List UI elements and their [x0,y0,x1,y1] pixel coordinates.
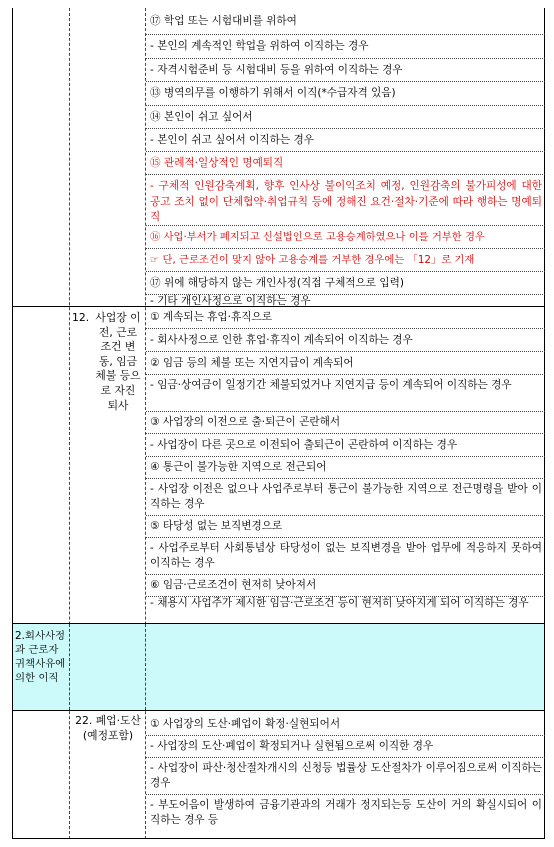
list-item: - 자격시험준비 등 시험대비 등을 위하여 이직하는 경우 [150,64,403,76]
row-divider [146,105,545,106]
row-divider [146,328,545,329]
row-divider [146,151,545,152]
section-12-title-text: 사업장 이전, 근로조건 변동, 임금체불 등으로 자진 퇴사 [95,311,141,412]
list-item-highlighted: ☞ 단, 근로조건이 맞지 않아 고용승계를 거부한 경우에는 「12」로 기재 [150,254,475,266]
row-divider [146,271,545,272]
list-item: - 기타 개인사정으로 이직하는 경우 [150,295,311,307]
section-12-row [12,307,545,623]
section-12-items-cell [146,307,545,623]
list-item: ⑰ 위에 해당하지 않는 개인사정(직접 구체적으로 입력) [150,277,404,289]
list-item: ⑰ 학업 또는 시험대비를 위하여 [150,15,297,27]
list-item: - 채용시 사업주가 제시한 임금·근로조건 등이 현저히 낮아지게 되어 이직하는 경우 [150,597,529,609]
list-item: ⑬ 병역의무를 이행하기 위해서 이직(*수급자격 있음) [150,87,396,99]
top-section-cell [146,8,545,298]
list-item: ④ 통근이 불가능한 지역으로 전근되어 [150,461,327,473]
row-divider [146,248,545,249]
section-12-title-cell [70,307,145,623]
list-item-highlighted: - 구체적 인원감축계획, 향후 인사상 불이익조치 예정, 인원감축의 불가피성에 대한 공고 조치 없이 단체협약·취업규칙 등에 정해진 요건·절차·기준에 따라 행하는 명예퇴직 [150,180,542,223]
row-divider [146,794,545,795]
section-22-items-cell [146,711,545,839]
row-divider [146,537,545,538]
section-22-row [12,711,545,839]
row-divider [146,34,545,35]
row-divider [146,735,545,736]
section-22-title-text: 22. 폐업·도산 [75,714,141,727]
row-divider [146,128,545,129]
table-bottom-border [12,838,545,839]
list-item: - 회사사정으로 인한 휴업·휴직이 계속되어 이직하는 경우 [150,334,413,346]
list-item: - 임금·상여금이 일정기간 체불되었거나 지연지급 등이 계속되어 이직하는 경우 [150,379,512,391]
list-item: - 사업장의 도산·폐업이 확정되거나 실현됨으로써 이직한 경우 [150,740,434,752]
row-divider [146,374,545,375]
category-2-col-divider [145,624,146,710]
row-divider [146,58,545,59]
list-item-highlighted: ⑮ 관례적·일상적인 명예퇴직 [150,157,284,169]
document-table [12,8,545,839]
row-divider [146,478,545,479]
row-divider [146,81,545,82]
list-item: ① 계속되는 휴업·휴직으로 [150,311,272,323]
row-divider [146,351,545,352]
row-divider [146,574,545,575]
category-2-title: 2.회사사정과 근로자 귀책사유에 의한 이직 [15,630,66,684]
list-item: ① 사업장의 도산·폐업이 확정·실현되어서 [150,718,341,730]
row-divider [146,433,545,434]
top-section-row [12,8,545,298]
section-12-title [72,311,144,413]
section-22-title-cell [70,711,145,839]
category-2-col-divider [69,624,70,710]
list-item: - 사업장 이전은 없으나 사업주로부터 통근이 불가능한 지역으로 전근명령을 받아 이직하는 경우 [150,483,542,510]
section-22-subtitle: (예정포함) [82,728,134,742]
row-divider [146,515,545,516]
list-item: - 사업주로부터 사회통념상 타당성이 없는 보직변경을 받아 업무에 적응하지 못하여 이직하는 경우 [150,542,542,569]
category-2-row [13,624,544,710]
row-divider [146,174,545,175]
list-item: - 본인의 계속적인 학업을 위하여 이직하는 경우 [150,40,369,52]
row-divider [146,456,545,457]
list-item-highlighted: ⑯ 사업·부서가 폐지되고 신설법인으로 고용승계하였으나 이를 거부한 경우 [150,231,485,243]
list-item: ③ 사업장의 이전으로 출·퇴근이 곤란해서 [150,416,341,428]
row-divider [146,411,545,412]
list-item: - 본인이 쉬고 싶어서 이직하는 경우 [150,134,314,146]
row-divider [146,757,545,758]
section-22-title [72,714,144,743]
list-item: ⑥ 임금·근로조건이 현저히 낮아져서 [150,579,317,591]
section-12-number: 12. [72,311,90,324]
list-item: ⑤ 타당성 없는 보직변경으로 [150,520,283,532]
list-item: ⑭ 본인이 쉬고 싶어서 [150,111,253,123]
list-item: ② 임금 등의 체불 또는 지연지급이 계속되어 [150,357,354,369]
list-item: - 부도어음이 발생하여 금융기관과의 거래가 정지되는등 도산이 거의 확실시되어 이직하는 경우 등 [150,799,542,826]
list-item: - 사업장이 다른 곳으로 이전되어 출퇴근이 곤란하여 이직하는 경우 [150,439,458,451]
row-divider [146,225,545,226]
list-item: - 사업장이 파산·청산절차개시의 신청등 법률상 도산절차가 이루어짐으로써 이직하는 경우 [150,762,542,789]
